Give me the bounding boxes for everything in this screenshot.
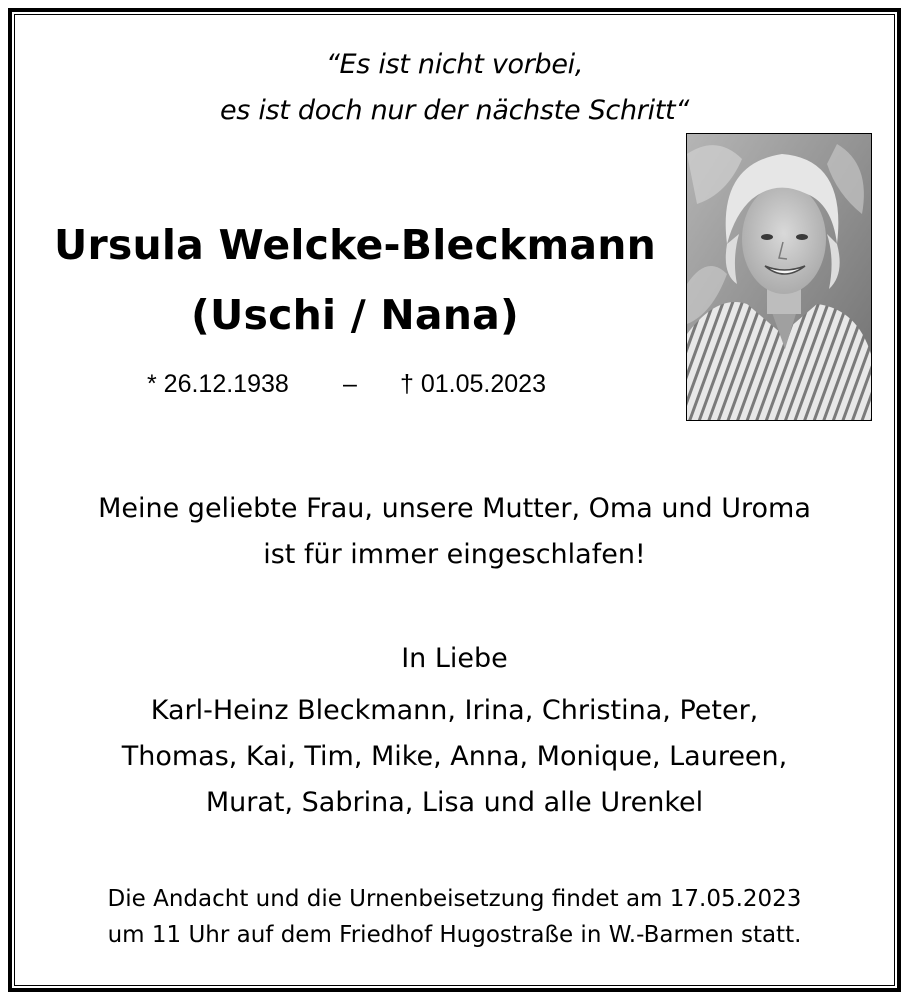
- date-separator: –: [343, 370, 357, 398]
- ceremony-line-2: um 11 Uhr auf dem Friedhof Hugostraße in W.-Barmen statt.: [107, 922, 802, 948]
- quote-line-2: es ist doch nur der nächste Schritt“: [219, 95, 690, 126]
- ceremony-info: [0, 881, 909, 953]
- family-line-1: Karl-Heinz Bleckmann, Irina, Christina, Peter,: [150, 695, 759, 726]
- message-line-2: ist für immer eingeschlafen!: [263, 539, 646, 570]
- family-line-2: Thomas, Kai, Tim, Mike, Anna, Monique, Laureen,: [121, 741, 788, 772]
- birth-date: * 26.12.1938: [147, 370, 289, 398]
- deceased-nickname: (Uschi / Nana): [191, 291, 519, 339]
- closing-phrase: In Liebe: [401, 643, 508, 674]
- deceased-name: Ursula Welcke-Bleckmann: [53, 221, 657, 269]
- ceremony-line-1: Die Andacht und die Urnenbeisetzung findet am 17.05.2023: [107, 886, 802, 912]
- quote: [0, 42, 909, 134]
- deceased-name-block: [0, 210, 710, 350]
- family-line-3: Murat, Sabrina, Lisa und alle Urenkel: [205, 787, 704, 818]
- family-names: [0, 688, 909, 826]
- message: [0, 486, 909, 578]
- quote-line-1: “Es ist nicht vorbei,: [325, 49, 584, 80]
- message-line-1: Meine geliebte Frau, unsere Mutter, Oma und Uroma: [98, 493, 811, 524]
- death-date: † 01.05.2023: [400, 370, 546, 398]
- portrait-photo: [686, 133, 872, 421]
